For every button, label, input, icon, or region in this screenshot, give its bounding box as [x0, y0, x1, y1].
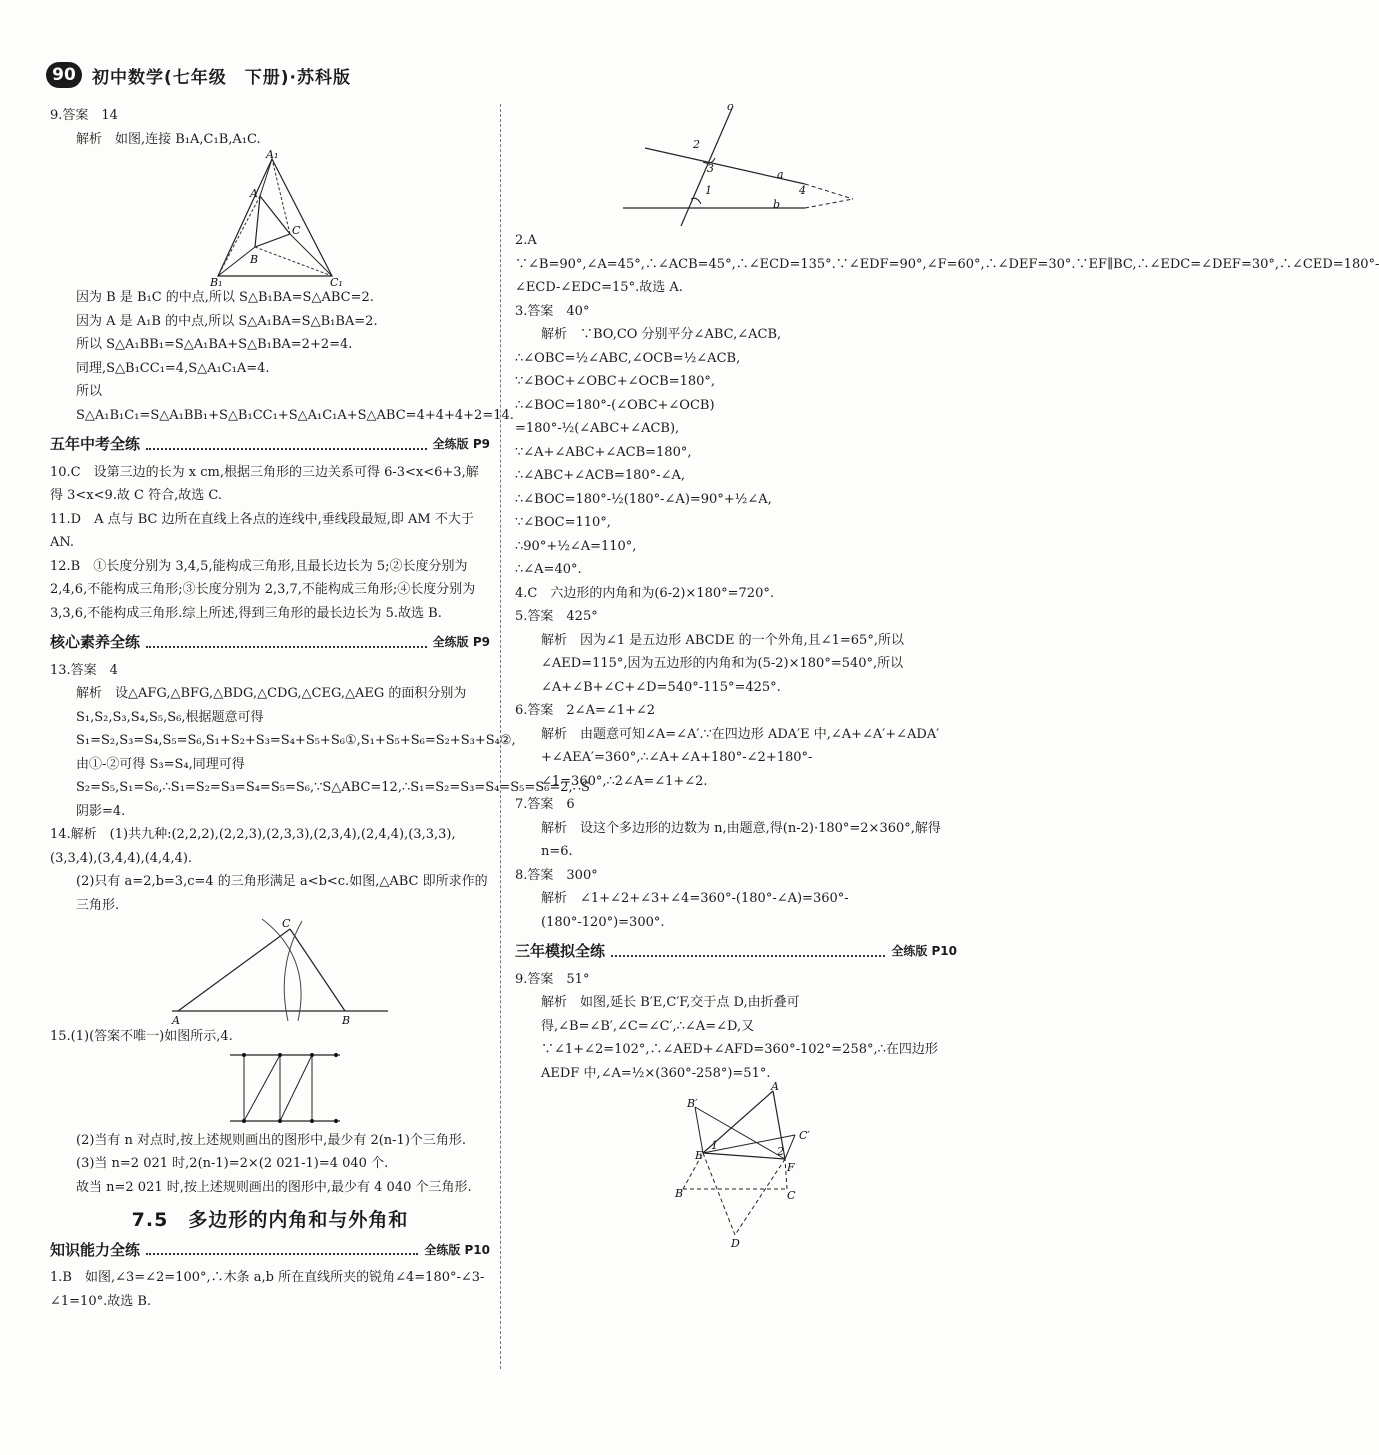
dotted-leader [146, 1245, 418, 1255]
q9r-label-D: D [731, 1237, 740, 1250]
q2-text: 2.A ∵∠B=90°,∠A=45°,∴∠ACB=45°,∴∠ECD=135°.∵∠EDF=90°,∠F=60°,∴∠DEF=30°.∵EF∥BC,∴∠EDC=∠DEF=30°,∴∠CED=180°-∠ECD-∠EDC=15°.故选 A. [515, 233, 1379, 295]
q9-label-C1: C₁ [330, 276, 343, 289]
section-header-five-year [50, 433, 490, 457]
dotted-leader [611, 947, 885, 957]
q9-explanation: 解析 如图,连接 B₁A,C₁B,A₁C. [76, 131, 261, 147]
q9r-label-2: 2 [777, 1145, 784, 1158]
q1r-label-2: 2 [693, 138, 700, 151]
q9-line-3: 所以 S△A₁BB₁=S△A₁BA+S△B₁BA=2+2=4. [76, 337, 353, 352]
q9-label-B1: B₁ [210, 276, 223, 289]
q15-part-2: (2)当有 n 对点时,按上述规则画出的图形中,最少有 2(n-1)个三角形. [76, 1132, 467, 1148]
q14-part-2: (2)只有 a=2,b=3,c=4 的三角形满足 a<b<c.如图,△ABC 即所求作的三角形. [76, 874, 488, 913]
chapter-title: 7.5 多边形的内角和与外角和 [131, 1209, 409, 1231]
q9r-fold-figure [515, 1080, 957, 1250]
q9r-answer: 9.答案 51° [515, 971, 590, 987]
q12-text: 12.B ①长度分别为 3,4,5,能构成三角形,且最长边长为 5;②长度分别为 2,4,6,不能构成三角形;③长度分别为 2,3,7,不能构成三角形;④长度分别为 3,3,6,不能构成三角形.综上所述,得到三角形的最长边长为 5.故选 B. [50, 558, 476, 621]
q3-line-1: 解析 ∵BO,CO 分别平分∠ABC,∠ACB, [541, 327, 782, 342]
q9r-explanation: 解析 如图,延长 B′E,C′F,交于点 D,由折叠可得,∠B=∠B′,∠C=∠C′,∴∠A=∠D,又∵∠1+∠2=102°,∴∠AED+∠AFD=360°-102°=258°,∴在四边形 AEDF 中,∠A=½×(360°-258°)=51°. [541, 995, 938, 1081]
q4-text: 4.C 六边形的内角和为(6-2)×180°=720°. [515, 585, 774, 601]
q3-line-3: ∵∠BOC+∠OBC+∠OCB=180°, [515, 374, 716, 389]
q5-explanation: 解析 因为∠1 是五边形 ABCDE 的一个外角,且∠1=65°,所以∠AED=115°,因为五边形的内角和为(5-2)×180°=540°,所以∠A+∠B+∠C+∠D=540°-115°=425°. [541, 632, 904, 695]
q9-line-1: 因为 B 是 B₁C 的中点,所以 S△B₁BA=S△ABC=2. [76, 290, 374, 305]
section-reference: 全练版 P10 [891, 944, 957, 958]
q3-line-5: =180°-½(∠ABC+∠ACB), [515, 421, 680, 436]
q3-answer: 3.答案 40° [515, 303, 590, 319]
section-title: 三年模拟全练 [515, 942, 606, 960]
q3-line-8: ∴∠BOC=180°-½(180°-∠A)=90°+½∠A, [515, 491, 772, 507]
q1r-label-c: c [727, 100, 734, 113]
q14-label-B: B [342, 1014, 351, 1027]
q9r-label-E: E [695, 1149, 704, 1162]
page-header-title: 初中数学(七年级 下册)·苏科版 [92, 68, 351, 88]
q14-construction-figure [50, 917, 490, 1025]
q9r-label-F: F [787, 1161, 795, 1174]
q3-line-4: ∴∠BOC=180°-(∠OBC+∠OCB) [515, 397, 715, 413]
q1-text: 1.B 如图,∠3=∠2=100°,∴木条 a,b 所在直线所夹的锐角∠4=180°-∠3-∠1=10°.故选 B. [50, 1270, 485, 1309]
q13-explanation: 解析 设△AFG,△BFG,△BDG,△CDG,△CEG,△AEG 的面积分别为 S₁,S₂,S₃,S₄,S₅,S₆,根据题意可得 S₁=S₂,S₃=S₄,S₅=S₆,S₁+S₂+S₃=S₄+S₅+S₆①,S₁+S₅+S₆=S₂+S₃+S₄②,由①-②可得 S₃=S₄,同理可得 S₂=S₅,S₁=S₆,∴S₁=S₂=S₃=S₄=S₅=S₆,∵S△ABC=12,∴S₁=S₂=S₃=S₄=S₅=S₆=2,∴S阴影=4. [76, 686, 590, 819]
q6-answer: 6.答案 2∠A=∠1+∠2 [515, 703, 656, 718]
q7-explanation: 解析 设这个多边形的边数为 n,由题意,得(n-2)·180°=2×360°,解得 n=6. [541, 820, 941, 859]
q1r-label-3: 3 [707, 162, 714, 175]
q3-line-7: ∴∠ABC+∠ACB=180°-∠A, [515, 468, 685, 483]
q9r-label-C-prime: C′ [799, 1129, 810, 1142]
q5-answer: 5.答案 425° [515, 609, 598, 624]
q11-text: 11.D A 点与 BC 边所在直线上各点的连线中,垂线段最短,即 AM 不大于 AN. [50, 511, 474, 550]
section-header-three-year [515, 940, 957, 964]
q13-answer: 13.答案 4 [50, 662, 118, 678]
q1r-label-b: b [773, 198, 781, 211]
q9-line-5: 所以 S△A₁B₁C₁=S△A₁BB₁+S△B₁CC₁+S△A₁C₁A+S△ABC=4+4+4+2=14. [76, 384, 514, 423]
q9r-label-B-prime: B′ [687, 1097, 698, 1110]
q15-part-3: (3)当 n=2 021 时,2(n-1)=2×(2 021-1)=4 040 个. [76, 1156, 389, 1171]
q14-label-C: C [282, 917, 291, 930]
q15-points-figure [50, 1049, 490, 1129]
q8-explanation: 解析 ∠1+∠2+∠3+∠4=360°-(180°-∠A)=360°-(180°-120°)=300°. [541, 891, 849, 930]
section-header-core-literacy [50, 631, 490, 655]
q3-line-11: ∴∠A=40°. [515, 562, 582, 577]
q9-label-B: B [250, 253, 259, 266]
q3-line-2: ∴∠OBC=½∠ABC,∠OCB=½∠ACB, [515, 350, 741, 366]
dotted-leader [146, 440, 427, 450]
q9r-label-C: C [787, 1189, 796, 1202]
q9-line-2: 因为 A 是 A₁B 的中点,所以 S△A₁BA=S△B₁BA=2. [76, 313, 378, 329]
q9-label-A: A [250, 187, 258, 200]
q7-answer: 7.答案 6 [515, 797, 575, 812]
q6-explanation: 解析 由题意可知∠A=∠A′.∵在四边形 ADA′E 中,∠A+∠A′+∠ADA′+∠AEA′=360°,∴∠A+∠A+180°-∠2+180°-∠1=360°,∴2∠A=∠1+∠2. [541, 726, 940, 789]
q15-part-1: 15.(1)(答案不唯一)如图所示,4. [50, 1029, 233, 1044]
q9-answer: 9.答案 14 [50, 108, 118, 123]
q9r-label-1: 1 [711, 1139, 718, 1152]
q15-part-4: 故当 n=2 021 时,按上述规则画出的图形中,最少有 4 040 个三角形. [76, 1179, 472, 1195]
section-reference: 全练版 P9 [432, 437, 490, 451]
q9-label-C: C [292, 224, 301, 237]
q1r-label-a: a [777, 168, 784, 181]
q1r-label-1: 1 [705, 184, 712, 197]
dotted-leader [146, 638, 427, 648]
right-column [515, 100, 1379, 1250]
section-reference: 全练版 P9 [432, 635, 490, 649]
page-number: 90 [46, 62, 82, 88]
section-header-knowledge [50, 1239, 490, 1263]
section-title: 核心素养全练 [50, 633, 141, 651]
q3-line-10: ∴90°+½∠A=110°, [515, 538, 637, 554]
q9r-label-B: B [675, 1187, 684, 1200]
q9r-label-A: A [771, 1080, 779, 1093]
q3-line-6: ∵∠A+∠ABC+∠ACB=180°, [515, 444, 692, 460]
q10-text: 10.C 设第三边的长为 x cm,根据三角形的三边关系可得 6-3<x<6+3,解得 3<x<9.故 C 符合,故选 C. [50, 464, 479, 503]
q8-answer: 8.答案 300° [515, 867, 598, 883]
q9-label-A1: A₁ [266, 148, 279, 161]
q9-line-4: 同理,S△B₁CC₁=4,S△A₁C₁A=4. [76, 360, 270, 376]
section-reference: 全练版 P10 [424, 1242, 490, 1257]
q1r-label-4: 4 [799, 184, 806, 197]
q9-triangle-figure [50, 148, 490, 289]
section-title: 五年中考全练 [50, 435, 141, 453]
q1-lines-figure [515, 100, 957, 229]
q3-line-9: ∵∠BOC=110°, [515, 515, 611, 530]
q14-part-1: 14.解析 (1)共九种:(2,2,2),(2,2,3),(2,3,3),(2,3,4),(2,4,4),(3,3,3),(3,3,4),(3,4,4),(4,4,4). [50, 827, 456, 866]
section-title: 知识能力全练 [50, 1240, 141, 1259]
q14-label-A: A [172, 1014, 180, 1027]
